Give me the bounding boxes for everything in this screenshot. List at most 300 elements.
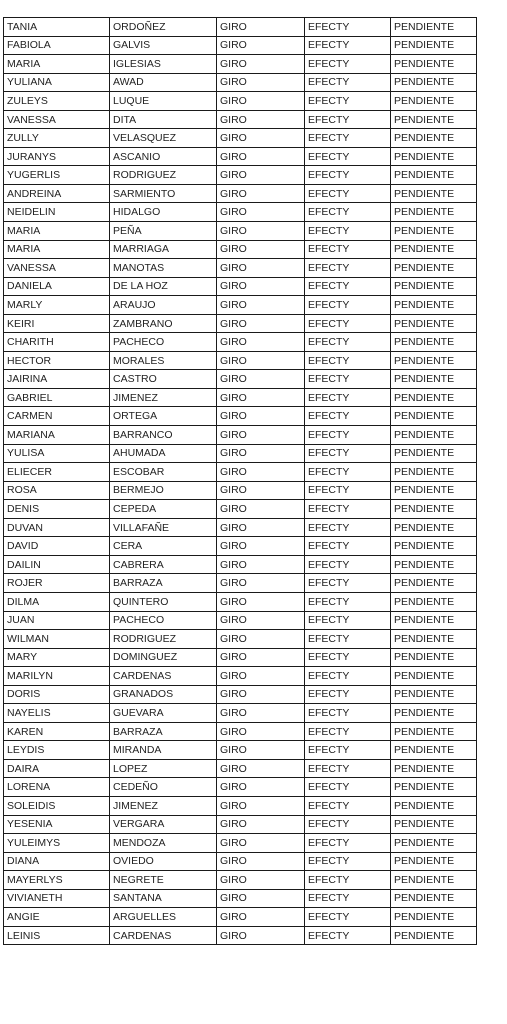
status-cell: PENDIENTE — [391, 240, 477, 259]
table-row — [4, 277, 477, 296]
last-name-cell: MENDOZA — [110, 834, 217, 853]
status-cell: PENDIENTE — [391, 611, 477, 630]
provider-cell: EFECTY — [305, 796, 391, 815]
type-cell: GIRO — [217, 110, 305, 129]
last-name-cell: NEGRETE — [110, 871, 217, 890]
status-cell: PENDIENTE — [391, 871, 477, 890]
type-cell: GIRO — [217, 685, 305, 704]
type-cell: GIRO — [217, 852, 305, 871]
last-name-cell: BARRAZA — [110, 574, 217, 593]
first-name-cell: JUAN — [4, 611, 110, 630]
status-cell: PENDIENTE — [391, 463, 477, 482]
status-cell: PENDIENTE — [391, 889, 477, 908]
status-cell: PENDIENTE — [391, 815, 477, 834]
last-name-cell: BARRAZA — [110, 722, 217, 741]
table-row — [4, 852, 477, 871]
last-name-cell: GUEVARA — [110, 704, 217, 723]
table-row — [4, 129, 477, 148]
table-row — [4, 574, 477, 593]
type-cell: GIRO — [217, 648, 305, 667]
type-cell: GIRO — [217, 908, 305, 927]
provider-cell: EFECTY — [305, 351, 391, 370]
provider-cell: EFECTY — [305, 685, 391, 704]
type-cell: GIRO — [217, 574, 305, 593]
type-cell: GIRO — [217, 667, 305, 686]
provider-cell: EFECTY — [305, 314, 391, 333]
status-cell: PENDIENTE — [391, 129, 477, 148]
last-name-cell: CEDEÑO — [110, 778, 217, 797]
table-row — [4, 407, 477, 426]
type-cell: GIRO — [217, 18, 305, 37]
status-cell: PENDIENTE — [391, 36, 477, 55]
last-name-cell: ZAMBRANO — [110, 314, 217, 333]
type-cell: GIRO — [217, 333, 305, 352]
type-cell: GIRO — [217, 796, 305, 815]
provider-cell: EFECTY — [305, 36, 391, 55]
last-name-cell: ORDOÑEZ — [110, 18, 217, 37]
first-name-cell: FABIOLA — [4, 36, 110, 55]
last-name-cell: CASTRO — [110, 370, 217, 389]
last-name-cell: ARAUJO — [110, 296, 217, 315]
provider-cell: EFECTY — [305, 537, 391, 556]
first-name-cell: MARILYN — [4, 667, 110, 686]
table-row — [4, 815, 477, 834]
status-cell: PENDIENTE — [391, 370, 477, 389]
table-row — [4, 351, 477, 370]
records-table-body — [4, 18, 477, 945]
last-name-cell: CARDENAS — [110, 926, 217, 945]
provider-cell: EFECTY — [305, 110, 391, 129]
status-cell: PENDIENTE — [391, 796, 477, 815]
last-name-cell: VELASQUEZ — [110, 129, 217, 148]
type-cell: GIRO — [217, 741, 305, 760]
table-row — [4, 36, 477, 55]
first-name-cell: JAIRINA — [4, 370, 110, 389]
type-cell: GIRO — [217, 500, 305, 519]
status-cell: PENDIENTE — [391, 592, 477, 611]
provider-cell: EFECTY — [305, 555, 391, 574]
last-name-cell: LUQUE — [110, 92, 217, 111]
first-name-cell: WILMAN — [4, 630, 110, 649]
provider-cell: EFECTY — [305, 407, 391, 426]
table-row — [4, 222, 477, 241]
first-name-cell: DAVID — [4, 537, 110, 556]
type-cell: GIRO — [217, 314, 305, 333]
first-name-cell: DAILIN — [4, 555, 110, 574]
type-cell: GIRO — [217, 129, 305, 148]
status-cell: PENDIENTE — [391, 314, 477, 333]
table-row — [4, 796, 477, 815]
first-name-cell: DUVAN — [4, 518, 110, 537]
last-name-cell: RODRIGUEZ — [110, 166, 217, 185]
type-cell: GIRO — [217, 463, 305, 482]
status-cell: PENDIENTE — [391, 852, 477, 871]
type-cell: GIRO — [217, 73, 305, 92]
provider-cell: EFECTY — [305, 55, 391, 74]
last-name-cell: ORTEGA — [110, 407, 217, 426]
provider-cell: EFECTY — [305, 463, 391, 482]
first-name-cell: DANIELA — [4, 277, 110, 296]
first-name-cell: DIANA — [4, 852, 110, 871]
last-name-cell: PACHECO — [110, 333, 217, 352]
last-name-cell: HIDALGO — [110, 203, 217, 222]
provider-cell: EFECTY — [305, 667, 391, 686]
table-row — [4, 18, 477, 37]
last-name-cell: ESCOBAR — [110, 463, 217, 482]
provider-cell: EFECTY — [305, 240, 391, 259]
status-cell: PENDIENTE — [391, 481, 477, 500]
status-cell: PENDIENTE — [391, 92, 477, 111]
table-row — [4, 926, 477, 945]
status-cell: PENDIENTE — [391, 55, 477, 74]
type-cell: GIRO — [217, 184, 305, 203]
provider-cell: EFECTY — [305, 574, 391, 593]
table-row — [4, 92, 477, 111]
status-cell: PENDIENTE — [391, 333, 477, 352]
provider-cell: EFECTY — [305, 277, 391, 296]
status-cell: PENDIENTE — [391, 500, 477, 519]
table-row — [4, 166, 477, 185]
table-row — [4, 333, 477, 352]
provider-cell: EFECTY — [305, 18, 391, 37]
first-name-cell: ANGIE — [4, 908, 110, 927]
last-name-cell: VILLAFAÑE — [110, 518, 217, 537]
first-name-cell: KAREN — [4, 722, 110, 741]
type-cell: GIRO — [217, 444, 305, 463]
status-cell: PENDIENTE — [391, 203, 477, 222]
first-name-cell: KEIRI — [4, 314, 110, 333]
first-name-cell: MAYERLYS — [4, 871, 110, 890]
first-name-cell: MARIANA — [4, 426, 110, 445]
type-cell: GIRO — [217, 722, 305, 741]
status-cell: PENDIENTE — [391, 147, 477, 166]
last-name-cell: MANOTAS — [110, 259, 217, 278]
type-cell: GIRO — [217, 926, 305, 945]
first-name-cell: YULEIMYS — [4, 834, 110, 853]
type-cell: GIRO — [217, 370, 305, 389]
provider-cell: EFECTY — [305, 648, 391, 667]
provider-cell: EFECTY — [305, 388, 391, 407]
table-row — [4, 370, 477, 389]
status-cell: PENDIENTE — [391, 426, 477, 445]
provider-cell: EFECTY — [305, 147, 391, 166]
provider-cell: EFECTY — [305, 129, 391, 148]
table-row — [4, 722, 477, 741]
provider-cell: EFECTY — [305, 592, 391, 611]
provider-cell: EFECTY — [305, 815, 391, 834]
table-row — [4, 110, 477, 129]
provider-cell: EFECTY — [305, 370, 391, 389]
status-cell: PENDIENTE — [391, 926, 477, 945]
first-name-cell: ZULEYS — [4, 92, 110, 111]
first-name-cell: CHARITH — [4, 333, 110, 352]
last-name-cell: PACHECO — [110, 611, 217, 630]
provider-cell: EFECTY — [305, 852, 391, 871]
table-row — [4, 481, 477, 500]
table-row — [4, 537, 477, 556]
status-cell: PENDIENTE — [391, 259, 477, 278]
status-cell: PENDIENTE — [391, 555, 477, 574]
type-cell: GIRO — [217, 203, 305, 222]
first-name-cell: ROSA — [4, 481, 110, 500]
first-name-cell: MARLY — [4, 296, 110, 315]
last-name-cell: DE LA HOZ — [110, 277, 217, 296]
provider-cell: EFECTY — [305, 871, 391, 890]
type-cell: GIRO — [217, 259, 305, 278]
type-cell: GIRO — [217, 555, 305, 574]
provider-cell: EFECTY — [305, 222, 391, 241]
table-row — [4, 555, 477, 574]
table-row — [4, 259, 477, 278]
last-name-cell: SANTANA — [110, 889, 217, 908]
table-row — [4, 778, 477, 797]
type-cell: GIRO — [217, 834, 305, 853]
last-name-cell: AHUMADA — [110, 444, 217, 463]
last-name-cell: LOPEZ — [110, 759, 217, 778]
table-row — [4, 147, 477, 166]
provider-cell: EFECTY — [305, 834, 391, 853]
first-name-cell: NEIDELIN — [4, 203, 110, 222]
last-name-cell: RODRIGUEZ — [110, 630, 217, 649]
first-name-cell: JURANYS — [4, 147, 110, 166]
status-cell: PENDIENTE — [391, 296, 477, 315]
type-cell: GIRO — [217, 147, 305, 166]
table-row — [4, 296, 477, 315]
last-name-cell: CABRERA — [110, 555, 217, 574]
type-cell: GIRO — [217, 55, 305, 74]
provider-cell: EFECTY — [305, 259, 391, 278]
provider-cell: EFECTY — [305, 426, 391, 445]
provider-cell: EFECTY — [305, 92, 391, 111]
type-cell: GIRO — [217, 36, 305, 55]
type-cell: GIRO — [217, 889, 305, 908]
first-name-cell: CARMEN — [4, 407, 110, 426]
status-cell: PENDIENTE — [391, 574, 477, 593]
first-name-cell: VIVIANETH — [4, 889, 110, 908]
status-cell: PENDIENTE — [391, 222, 477, 241]
table-row — [4, 426, 477, 445]
first-name-cell: NAYELIS — [4, 704, 110, 723]
status-cell: PENDIENTE — [391, 630, 477, 649]
status-cell: PENDIENTE — [391, 166, 477, 185]
first-name-cell: SOLEIDIS — [4, 796, 110, 815]
last-name-cell: IGLESIAS — [110, 55, 217, 74]
table-row — [4, 55, 477, 74]
table-row — [4, 500, 477, 519]
provider-cell: EFECTY — [305, 611, 391, 630]
table-row — [4, 741, 477, 760]
table-row — [4, 611, 477, 630]
table-row — [4, 834, 477, 853]
type-cell: GIRO — [217, 592, 305, 611]
type-cell: GIRO — [217, 537, 305, 556]
table-row — [4, 685, 477, 704]
provider-cell: EFECTY — [305, 518, 391, 537]
first-name-cell: DILMA — [4, 592, 110, 611]
provider-cell: EFECTY — [305, 778, 391, 797]
type-cell: GIRO — [217, 759, 305, 778]
table-row — [4, 871, 477, 890]
status-cell: PENDIENTE — [391, 444, 477, 463]
type-cell: GIRO — [217, 92, 305, 111]
status-cell: PENDIENTE — [391, 759, 477, 778]
last-name-cell: CEPEDA — [110, 500, 217, 519]
table-row — [4, 203, 477, 222]
type-cell: GIRO — [217, 351, 305, 370]
last-name-cell: CARDENAS — [110, 667, 217, 686]
type-cell: GIRO — [217, 815, 305, 834]
provider-cell: EFECTY — [305, 704, 391, 723]
last-name-cell: GALVIS — [110, 36, 217, 55]
table-row — [4, 463, 477, 482]
provider-cell: EFECTY — [305, 333, 391, 352]
first-name-cell: MARY — [4, 648, 110, 667]
last-name-cell: DITA — [110, 110, 217, 129]
type-cell: GIRO — [217, 277, 305, 296]
first-name-cell: LEINIS — [4, 926, 110, 945]
provider-cell: EFECTY — [305, 184, 391, 203]
last-name-cell: PEÑA — [110, 222, 217, 241]
first-name-cell: DAIRA — [4, 759, 110, 778]
last-name-cell: DOMINGUEZ — [110, 648, 217, 667]
last-name-cell: MIRANDA — [110, 741, 217, 760]
type-cell: GIRO — [217, 296, 305, 315]
table-row — [4, 667, 477, 686]
first-name-cell: GABRIEL — [4, 388, 110, 407]
table-row — [4, 518, 477, 537]
first-name-cell: ELIECER — [4, 463, 110, 482]
provider-cell: EFECTY — [305, 444, 391, 463]
first-name-cell: MARIA — [4, 55, 110, 74]
first-name-cell: ROJER — [4, 574, 110, 593]
last-name-cell: ARGUELLES — [110, 908, 217, 927]
type-cell: GIRO — [217, 407, 305, 426]
table-row — [4, 908, 477, 927]
type-cell: GIRO — [217, 778, 305, 797]
first-name-cell: LORENA — [4, 778, 110, 797]
provider-cell: EFECTY — [305, 481, 391, 500]
provider-cell: EFECTY — [305, 630, 391, 649]
provider-cell: EFECTY — [305, 203, 391, 222]
last-name-cell: MARRIAGA — [110, 240, 217, 259]
type-cell: GIRO — [217, 630, 305, 649]
provider-cell: EFECTY — [305, 889, 391, 908]
table-row — [4, 889, 477, 908]
last-name-cell: CERA — [110, 537, 217, 556]
first-name-cell: VANESSA — [4, 259, 110, 278]
table-row — [4, 314, 477, 333]
status-cell: PENDIENTE — [391, 277, 477, 296]
first-name-cell: MARIA — [4, 240, 110, 259]
first-name-cell: YULIANA — [4, 73, 110, 92]
type-cell: GIRO — [217, 518, 305, 537]
last-name-cell: VERGARA — [110, 815, 217, 834]
status-cell: PENDIENTE — [391, 908, 477, 927]
provider-cell: EFECTY — [305, 296, 391, 315]
table-row — [4, 388, 477, 407]
status-cell: PENDIENTE — [391, 184, 477, 203]
type-cell: GIRO — [217, 388, 305, 407]
status-cell: PENDIENTE — [391, 110, 477, 129]
first-name-cell: MARIA — [4, 222, 110, 241]
type-cell: GIRO — [217, 166, 305, 185]
records-table — [3, 17, 477, 945]
status-cell: PENDIENTE — [391, 704, 477, 723]
status-cell: PENDIENTE — [391, 18, 477, 37]
provider-cell: EFECTY — [305, 166, 391, 185]
last-name-cell: ASCANIO — [110, 147, 217, 166]
provider-cell: EFECTY — [305, 926, 391, 945]
provider-cell: EFECTY — [305, 500, 391, 519]
last-name-cell: OVIEDO — [110, 852, 217, 871]
provider-cell: EFECTY — [305, 908, 391, 927]
table-row — [4, 73, 477, 92]
status-cell: PENDIENTE — [391, 834, 477, 853]
status-cell: PENDIENTE — [391, 685, 477, 704]
type-cell: GIRO — [217, 426, 305, 445]
last-name-cell: JIMENEZ — [110, 796, 217, 815]
first-name-cell: ANDREINA — [4, 184, 110, 203]
type-cell: GIRO — [217, 222, 305, 241]
last-name-cell: SARMIENTO — [110, 184, 217, 203]
last-name-cell: BERMEJO — [110, 481, 217, 500]
status-cell: PENDIENTE — [391, 722, 477, 741]
table-row — [4, 704, 477, 723]
table-row — [4, 759, 477, 778]
last-name-cell: BARRANCO — [110, 426, 217, 445]
table-row — [4, 444, 477, 463]
first-name-cell: VANESSA — [4, 110, 110, 129]
type-cell: GIRO — [217, 481, 305, 500]
first-name-cell: TANIA — [4, 18, 110, 37]
table-row — [4, 648, 477, 667]
last-name-cell: JIMENEZ — [110, 388, 217, 407]
first-name-cell: YULISA — [4, 444, 110, 463]
status-cell: PENDIENTE — [391, 73, 477, 92]
status-cell: PENDIENTE — [391, 648, 477, 667]
table-row — [4, 240, 477, 259]
last-name-cell: AWAD — [110, 73, 217, 92]
first-name-cell: YESENIA — [4, 815, 110, 834]
first-name-cell: ZULLY — [4, 129, 110, 148]
type-cell: GIRO — [217, 871, 305, 890]
first-name-cell: HECTOR — [4, 351, 110, 370]
first-name-cell: LEYDIS — [4, 741, 110, 760]
status-cell: PENDIENTE — [391, 667, 477, 686]
type-cell: GIRO — [217, 704, 305, 723]
status-cell: PENDIENTE — [391, 778, 477, 797]
status-cell: PENDIENTE — [391, 388, 477, 407]
provider-cell: EFECTY — [305, 722, 391, 741]
status-cell: PENDIENTE — [391, 518, 477, 537]
table-row — [4, 592, 477, 611]
first-name-cell: YUGERLIS — [4, 166, 110, 185]
status-cell: PENDIENTE — [391, 407, 477, 426]
provider-cell: EFECTY — [305, 741, 391, 760]
type-cell: GIRO — [217, 611, 305, 630]
first-name-cell: DORIS — [4, 685, 110, 704]
last-name-cell: GRANADOS — [110, 685, 217, 704]
status-cell: PENDIENTE — [391, 537, 477, 556]
status-cell: PENDIENTE — [391, 351, 477, 370]
type-cell: GIRO — [217, 240, 305, 259]
table-row — [4, 184, 477, 203]
first-name-cell: DENIS — [4, 500, 110, 519]
table-row — [4, 630, 477, 649]
last-name-cell: MORALES — [110, 351, 217, 370]
status-cell: PENDIENTE — [391, 741, 477, 760]
provider-cell: EFECTY — [305, 73, 391, 92]
